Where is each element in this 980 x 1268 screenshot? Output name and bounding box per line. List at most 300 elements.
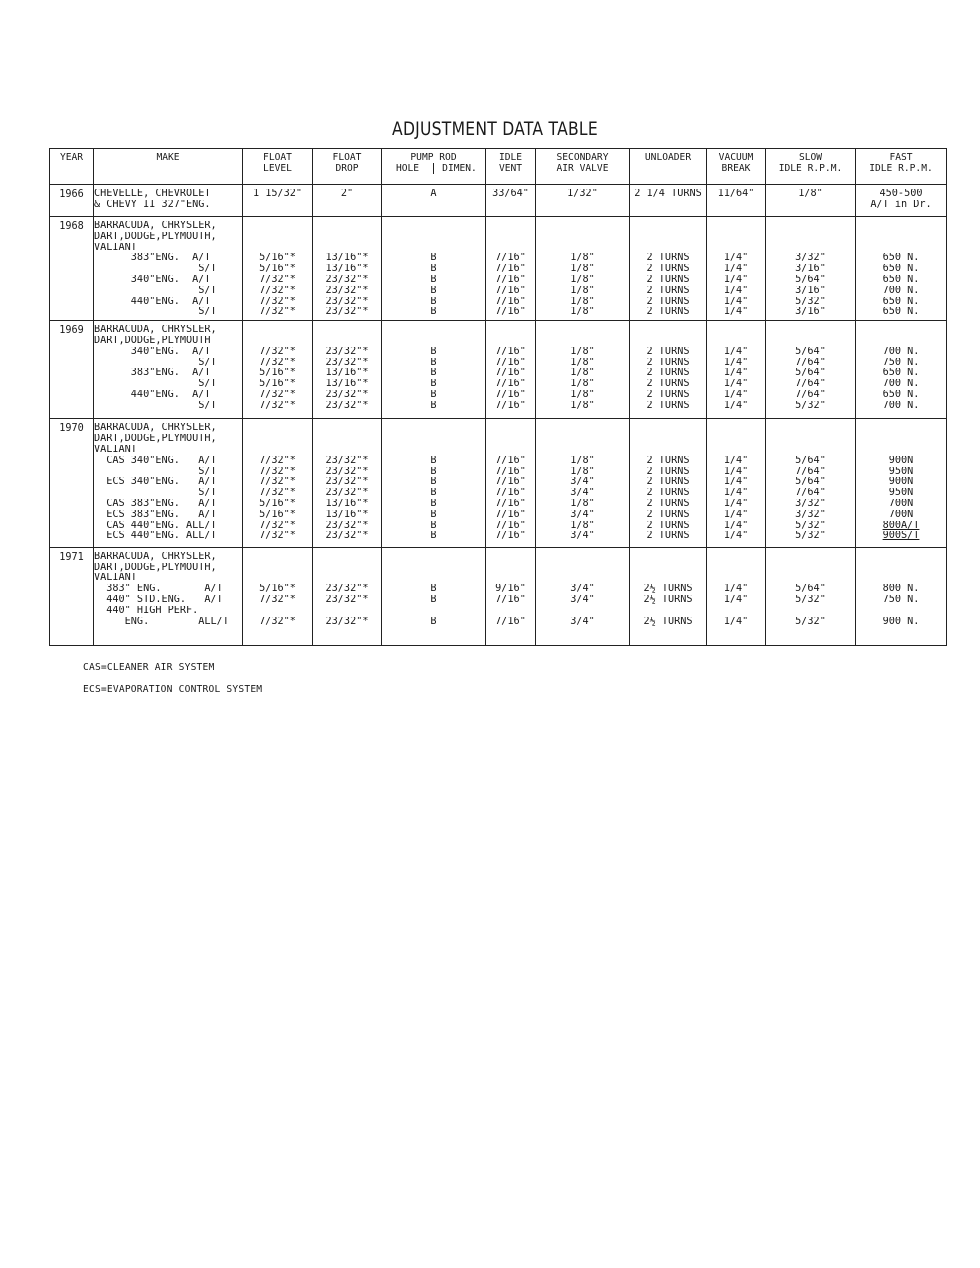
hole-value	[382, 563, 485, 574]
idle-vent-value: 1/8"	[570, 368, 595, 379]
idle-vent-value	[536, 573, 629, 584]
secondary-value	[630, 606, 706, 617]
idle-vent-value: 1/8"	[570, 275, 595, 286]
slow-idle-cell	[856, 185, 947, 217]
float-level-value	[243, 336, 312, 347]
unloader-value: 1/4"	[723, 477, 749, 488]
table-row	[50, 185, 947, 217]
secondary-value: 2½ TURNS	[643, 584, 693, 595]
unloader-value	[707, 434, 765, 445]
float-level-value: 5/16"*	[259, 253, 296, 264]
float-level-value	[243, 325, 312, 336]
slow-idle-value	[856, 232, 946, 243]
float-drop-value: 2"	[340, 189, 354, 199]
float-drop-value: 23/32"*	[325, 477, 369, 488]
float-level-value: 5/16"*	[259, 499, 296, 510]
float-level-value: 7/32"*	[259, 594, 296, 605]
idle-vent-value	[536, 563, 629, 574]
table-header-row	[50, 149, 947, 185]
unloader-value	[707, 573, 765, 584]
vacuum-break-value: 5/64"	[795, 275, 826, 286]
dimen-cell	[486, 185, 536, 217]
dimen-value: 33/64"	[492, 189, 529, 199]
float-drop-value	[313, 221, 381, 232]
hole-cell	[382, 217, 486, 321]
hole-value	[382, 445, 485, 456]
hole-cell	[382, 321, 486, 419]
float-level-value	[243, 445, 312, 456]
vacuum-break-value: 5/64"	[795, 368, 826, 379]
hole-value	[382, 552, 485, 563]
float-drop-value: 23/32"*	[325, 346, 369, 357]
hole-value	[382, 232, 485, 243]
float-level-value: 5/16"*	[259, 584, 296, 595]
dimen-value: 7/16"	[495, 455, 526, 466]
make-value: 383"ENG. A/T	[94, 368, 211, 379]
hole-value: B	[430, 400, 437, 411]
make-value: DART,DODGE,PLYMOUTH,	[94, 231, 217, 242]
slow-idle-value: 650 N.	[882, 264, 920, 275]
vacuum-break-value: 3/16"	[795, 307, 826, 318]
secondary-value: 2 TURNS	[646, 390, 690, 401]
slow-idle-value: 700N	[888, 499, 914, 510]
idle-vent-value: 1/8"	[570, 520, 595, 531]
vacuum-break-value: 7/64"	[795, 357, 826, 368]
unloader-value: 1/4"	[723, 584, 749, 595]
hole-value	[382, 221, 485, 232]
idle-vent-cell	[536, 547, 630, 645]
make-value: 440"ENG. A/T	[94, 390, 211, 401]
dimen-value: 7/16"	[495, 616, 526, 627]
unloader-value: 1/4"	[723, 455, 749, 466]
slow-idle-value: 700 N.	[882, 400, 920, 411]
float-level-value	[243, 552, 312, 563]
float-level-cell	[243, 419, 313, 547]
unloader-value: 1/4"	[723, 275, 749, 286]
unloader-value: 1/4"	[723, 357, 749, 368]
unloader-value	[707, 221, 765, 232]
float-level-value: 7/32"*	[259, 531, 296, 542]
hole-value: B	[430, 285, 437, 296]
float-level-value	[243, 232, 312, 243]
dimen-value	[486, 573, 535, 584]
slow-idle-value: 650 N.	[882, 390, 920, 401]
vacuum-break-value: 5/64"	[795, 584, 826, 595]
make-cell	[94, 321, 243, 419]
make-value: VALIANT	[94, 242, 137, 253]
page-title: ADJUSTMENT DATA TABLE	[392, 118, 598, 140]
dimen-value	[486, 552, 535, 563]
float-drop-value: 13/16"*	[325, 253, 369, 264]
make-value: VALIANT	[94, 445, 137, 456]
vacuum-break-value: 3/32"	[795, 253, 826, 264]
hole-value	[382, 325, 485, 336]
dimen-value: 7/16"	[495, 307, 526, 318]
float-level-value: 7/32"*	[259, 455, 296, 466]
slow-idle-value: 750 N.	[882, 594, 920, 605]
vacuum-break-value	[766, 563, 855, 574]
dimen-value: 9/16"	[495, 584, 526, 595]
secondary-cell	[630, 419, 707, 547]
vacuum-break-value: 3/16"	[795, 285, 826, 296]
hole-value: B	[430, 499, 437, 510]
unloader-value: 1/4"	[723, 531, 749, 542]
secondary-value	[630, 573, 706, 584]
float-level-value: 7/32"*	[259, 275, 296, 286]
unloader-value	[707, 243, 765, 254]
make-cell	[94, 419, 243, 547]
header-idle-vent: IDLE VENT	[486, 149, 536, 185]
hole-cell	[382, 419, 486, 547]
vacuum-break-value	[766, 445, 855, 456]
year-cell: 1971	[50, 547, 94, 645]
secondary-value: 2 TURNS	[646, 264, 690, 275]
make-cell	[94, 185, 243, 217]
vacuum-break-value: 5/32"	[795, 400, 826, 411]
hole-cell	[382, 547, 486, 645]
table-row	[50, 321, 947, 419]
slow-idle-value	[856, 221, 946, 232]
slow-idle-value: 800A/T	[882, 520, 920, 531]
float-level-value	[243, 573, 312, 584]
dimen-value: 7/16"	[495, 379, 526, 390]
float-drop-value	[313, 325, 381, 336]
float-level-value: 7/32"*	[259, 307, 296, 318]
float-drop-value: 23/32"*	[325, 594, 369, 605]
make-value: BARRACUDA, CHRYSLER,	[94, 551, 217, 562]
unloader-value: 1/4"	[723, 368, 749, 379]
secondary-value: 2 TURNS	[646, 275, 690, 286]
vacuum-break-value: 5/64"	[795, 346, 826, 357]
slow-idle-value	[856, 325, 946, 336]
make-cell	[94, 217, 243, 321]
hole-value: B	[430, 346, 437, 357]
slow-idle-value: 450-500	[879, 189, 923, 199]
hole-value: B	[430, 584, 437, 595]
slow-idle-value: 950N	[888, 466, 914, 477]
secondary-value	[630, 563, 706, 574]
slow-idle-value: A/T in Dr.	[870, 199, 932, 210]
dimen-value: 7/16"	[495, 520, 526, 531]
slow-idle-cell	[856, 217, 947, 321]
dimen-value	[486, 232, 535, 243]
idle-vent-value: 1/8"	[570, 346, 595, 357]
hole-value: B	[430, 466, 437, 477]
dimen-value: 7/16"	[495, 285, 526, 296]
float-drop-value	[313, 445, 381, 456]
make-value: DART,DODGE,PLYMOUTH,	[94, 434, 217, 445]
float-drop-value: 23/32"*	[325, 285, 369, 296]
make-value: 383" ENG. A/T	[94, 584, 223, 595]
secondary-value: 2 TURNS	[646, 466, 690, 477]
make-value: & CHEVY II 327"ENG.	[94, 199, 211, 210]
secondary-value: 2 TURNS	[646, 509, 690, 520]
vacuum-break-cell	[766, 547, 856, 645]
secondary-value	[630, 243, 706, 254]
slow-idle-value: 700 N.	[882, 346, 920, 357]
slow-idle-value: 650 N.	[882, 368, 920, 379]
vacuum-break-value	[766, 434, 855, 445]
unloader-value: 1/4"	[723, 264, 749, 275]
float-drop-value: 23/32"*	[325, 275, 369, 286]
unloader-value: 1/4"	[723, 296, 749, 307]
float-drop-value: 23/32"*	[325, 390, 369, 401]
secondary-value: 2 TURNS	[646, 488, 690, 499]
make-value: S/T	[94, 466, 217, 477]
float-drop-value: 13/16"*	[325, 368, 369, 379]
dimen-cell	[486, 419, 536, 547]
make-value: BARRACUDA, CHRYSLER,	[94, 325, 217, 336]
float-level-cell	[243, 217, 313, 321]
slow-idle-value	[856, 563, 946, 574]
dimen-value	[486, 336, 535, 347]
float-level-value: 7/32"*	[259, 400, 296, 411]
hole-value: B	[430, 307, 437, 318]
slow-idle-value	[856, 445, 946, 456]
vacuum-break-value: 3/32"	[795, 499, 826, 510]
float-drop-cell	[313, 321, 382, 419]
dimen-value: 7/16"	[495, 400, 526, 411]
float-level-value	[243, 606, 312, 617]
vacuum-break-cell	[766, 217, 856, 321]
make-value: DART,DODGE,PLYMOUTH	[94, 336, 211, 347]
float-drop-cell	[313, 185, 382, 217]
secondary-value: 2 TURNS	[646, 357, 690, 368]
table-row	[50, 547, 947, 645]
make-value: 440"ENG. A/T	[94, 296, 211, 307]
hole-value	[382, 606, 485, 617]
hole-value: B	[430, 616, 437, 627]
float-drop-value: 23/32"*	[325, 520, 369, 531]
dimen-value	[486, 434, 535, 445]
float-level-value	[243, 243, 312, 254]
vacuum-break-value	[766, 573, 855, 584]
idle-vent-value: 3/4"	[570, 477, 595, 488]
float-level-cell	[243, 547, 313, 645]
idle-vent-cell	[536, 185, 630, 217]
float-level-value: 7/32"*	[259, 357, 296, 368]
slow-idle-value: 950N	[888, 488, 914, 499]
dimen-value: 7/16"	[495, 531, 526, 542]
slow-idle-cell	[856, 321, 947, 419]
float-drop-value	[313, 336, 381, 347]
idle-vent-value	[536, 221, 629, 232]
dimen-value	[486, 243, 535, 254]
secondary-value: 2½ TURNS	[643, 594, 693, 605]
vacuum-break-value: 5/64"	[795, 455, 826, 466]
secondary-cell	[630, 321, 707, 419]
unloader-value: 1/4"	[723, 616, 749, 627]
dimen-value: 7/16"	[495, 390, 526, 401]
secondary-value: 2 TURNS	[646, 499, 690, 510]
slow-idle-value: 650 N.	[882, 275, 920, 286]
dimen-cell	[486, 321, 536, 419]
year-cell: 1968	[50, 217, 94, 321]
vacuum-break-value: 5/32"	[795, 520, 826, 531]
idle-vent-value: 1/8"	[570, 400, 595, 411]
make-value: S/T	[94, 488, 217, 499]
unloader-cell	[707, 547, 766, 645]
float-level-value	[243, 434, 312, 445]
make-value: CAS 383"ENG. A/T	[94, 499, 217, 510]
unloader-value: 1/4"	[723, 509, 749, 520]
unloader-value: 1/4"	[723, 594, 749, 605]
table-row	[50, 419, 947, 547]
dimen-value: 7/16"	[495, 488, 526, 499]
vacuum-break-value: 7/64"	[795, 488, 826, 499]
slow-idle-value	[856, 606, 946, 617]
secondary-cell	[630, 547, 707, 645]
float-level-value: 7/32"*	[259, 616, 296, 627]
idle-vent-value: 1/8"	[570, 379, 595, 390]
vacuum-break-value	[766, 221, 855, 232]
idle-vent-value: 3/4"	[570, 509, 595, 520]
secondary-cell	[630, 185, 707, 217]
dimen-value: 7/16"	[495, 466, 526, 477]
float-level-value: 7/32"*	[259, 477, 296, 488]
idle-vent-value	[536, 423, 629, 434]
idle-vent-value	[536, 445, 629, 456]
header-year: YEAR	[50, 149, 94, 185]
hole-value: B	[430, 379, 437, 390]
float-level-value: 5/16"*	[259, 509, 296, 520]
table-row	[50, 217, 947, 321]
float-drop-value: 23/32"*	[325, 357, 369, 368]
hole-value: B	[430, 531, 437, 542]
float-drop-cell	[313, 419, 382, 547]
unloader-value: 11/64"	[717, 189, 755, 199]
header-make: MAKE	[94, 149, 243, 185]
secondary-value: 2 1/4 TURNS	[634, 189, 702, 199]
idle-vent-value: 3/4"	[570, 531, 595, 542]
make-value: ECS 383"ENG. A/T	[94, 509, 217, 520]
unloader-value: 1/4"	[723, 346, 749, 357]
header-float-level: FLOAT LEVEL	[243, 149, 313, 185]
unloader-value	[707, 423, 765, 434]
float-level-value: 7/32"*	[259, 488, 296, 499]
secondary-value	[630, 232, 706, 243]
vacuum-break-value	[766, 423, 855, 434]
secondary-value: 2 TURNS	[646, 520, 690, 531]
vacuum-break-value: 3/16"	[795, 264, 826, 275]
vacuum-break-value: 1/8"	[798, 189, 823, 199]
hole-value: B	[430, 455, 437, 466]
float-drop-value	[313, 434, 381, 445]
unloader-value: 1/4"	[723, 400, 749, 411]
make-value: ECS 340"ENG. A/T	[94, 477, 217, 488]
idle-vent-cell	[536, 321, 630, 419]
unloader-value: 1/4"	[723, 307, 749, 318]
unloader-value: 1/4"	[723, 285, 749, 296]
header-vacuum-break: VACUUM BREAK	[707, 149, 766, 185]
float-level-value: 7/32"*	[259, 520, 296, 531]
float-drop-value: 23/32"*	[325, 616, 369, 627]
vacuum-break-cell	[766, 321, 856, 419]
dimen-cell	[486, 547, 536, 645]
unloader-value: 1/4"	[723, 488, 749, 499]
hole-value: B	[430, 357, 437, 368]
idle-vent-cell	[536, 419, 630, 547]
float-drop-cell	[313, 547, 382, 645]
unloader-value	[707, 325, 765, 336]
slow-idle-value: 800 N.	[882, 584, 920, 595]
unloader-value	[707, 336, 765, 347]
float-level-value: 1 15/32"	[252, 189, 303, 199]
header-pump-rod: PUMP ROD HOLE DIMEN.	[382, 149, 486, 185]
slow-idle-value	[856, 243, 946, 254]
idle-vent-value	[536, 434, 629, 445]
float-drop-value	[313, 606, 381, 617]
make-value: 340"ENG. A/T	[94, 346, 211, 357]
hole-value: A	[430, 189, 437, 199]
float-drop-value	[313, 243, 381, 254]
hole-value: B	[430, 520, 437, 531]
vacuum-break-value	[766, 336, 855, 347]
slow-idle-value	[856, 573, 946, 584]
float-drop-value: 13/16"*	[325, 264, 369, 275]
slow-idle-value: 650 N.	[882, 307, 920, 318]
unloader-value: 1/4"	[723, 520, 749, 531]
make-value: S/T	[94, 379, 217, 390]
secondary-value	[630, 325, 706, 336]
float-drop-value: 23/32"*	[325, 296, 369, 307]
dimen-value: 7/16"	[495, 346, 526, 357]
float-level-value: 7/32"*	[259, 285, 296, 296]
idle-vent-value: 1/8"	[570, 455, 595, 466]
header-secondary-air-valve: SECONDARY AIR VALVE	[536, 149, 630, 185]
hole-value: B	[430, 488, 437, 499]
vacuum-break-value: 5/32"	[795, 296, 826, 307]
make-value: CAS 340"ENG. A/T	[94, 455, 217, 466]
dimen-value	[486, 445, 535, 456]
secondary-value	[630, 445, 706, 456]
idle-vent-value: 3/4"	[570, 584, 595, 595]
unloader-cell	[707, 217, 766, 321]
float-level-value: 7/32"*	[259, 466, 296, 477]
float-drop-value	[313, 552, 381, 563]
vacuum-break-cell	[766, 185, 856, 217]
vacuum-break-value	[766, 325, 855, 336]
dimen-value: 7/16"	[495, 357, 526, 368]
hole-value	[382, 243, 485, 254]
make-value: S/T	[94, 264, 217, 275]
hole-value: B	[430, 253, 437, 264]
secondary-value: 2 TURNS	[646, 455, 690, 466]
slow-idle-value	[856, 434, 946, 445]
unloader-value: 1/4"	[723, 466, 749, 477]
idle-vent-value: 1/8"	[570, 264, 595, 275]
slow-idle-cell	[856, 547, 947, 645]
hole-value	[382, 573, 485, 584]
slow-idle-value: 650 N.	[882, 253, 920, 264]
vacuum-break-value: 5/64"	[795, 477, 826, 488]
secondary-value: 2 TURNS	[646, 368, 690, 379]
vacuum-break-value	[766, 552, 855, 563]
secondary-value: 2 TURNS	[646, 379, 690, 390]
make-value: 440" STD.ENG. A/T	[94, 594, 223, 605]
dimen-value: 7/16"	[495, 264, 526, 275]
make-value: CHEVELLE, CHEVROLET	[94, 189, 211, 199]
slow-idle-value: 700 N.	[882, 379, 920, 390]
idle-vent-value: 1/8"	[570, 285, 595, 296]
unloader-value	[707, 445, 765, 456]
hole-value: B	[430, 296, 437, 307]
unloader-value	[707, 232, 765, 243]
hole-value: B	[430, 594, 437, 605]
secondary-value: 2 TURNS	[646, 285, 690, 296]
float-level-value: 7/32"*	[259, 390, 296, 401]
secondary-value	[630, 336, 706, 347]
